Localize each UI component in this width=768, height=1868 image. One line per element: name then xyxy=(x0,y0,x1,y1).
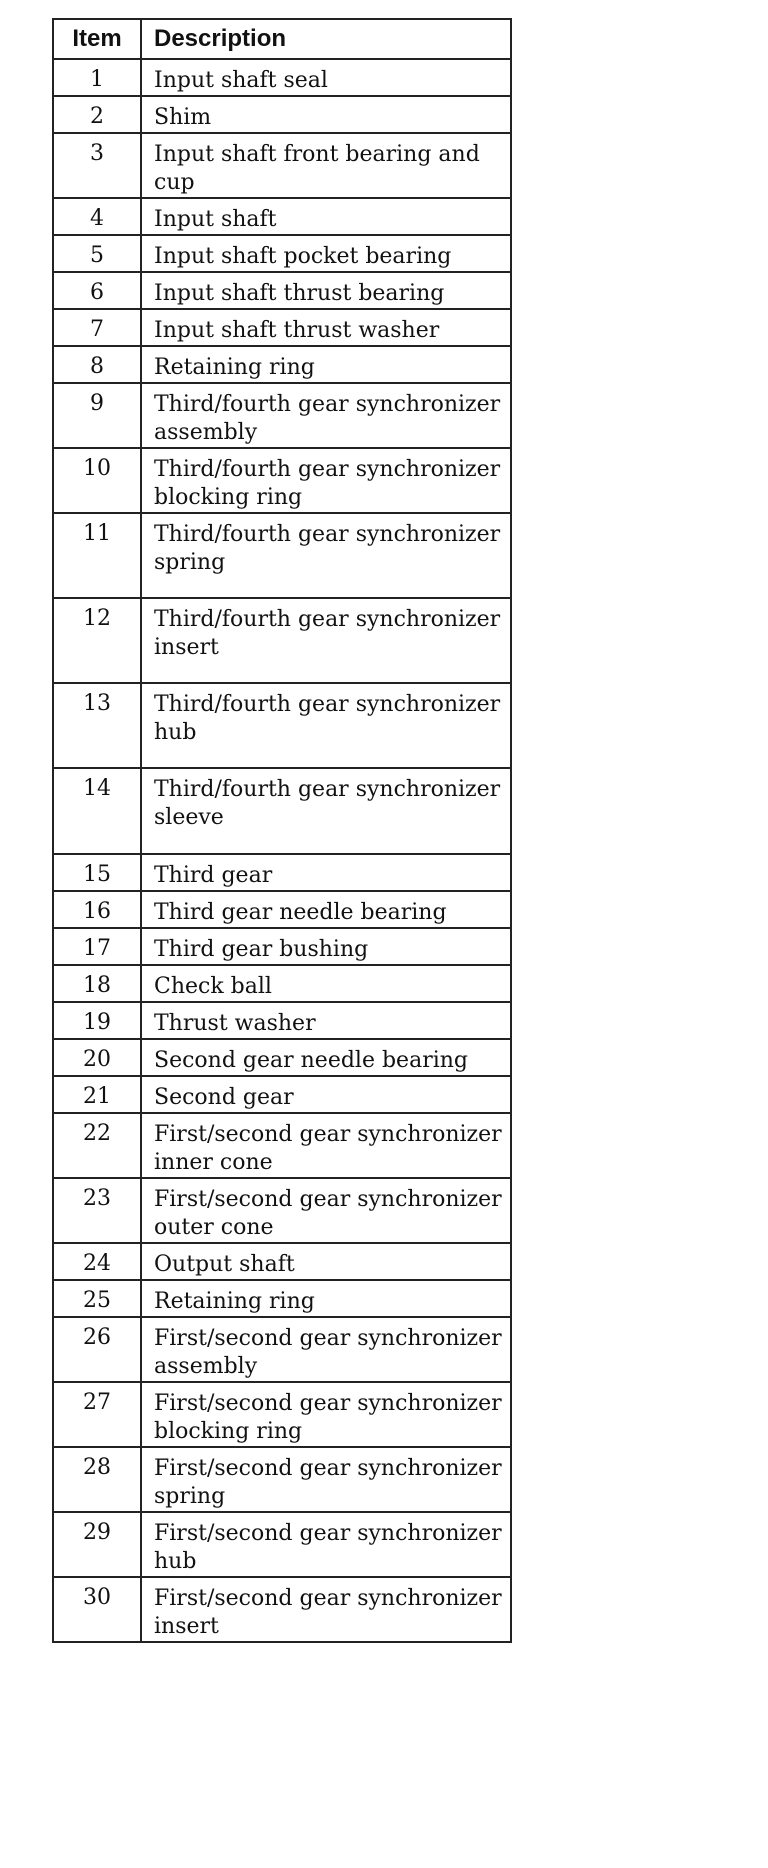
table-row xyxy=(53,1076,511,1113)
description-cell: Input shaft pocket bearing xyxy=(141,235,511,272)
item-number-cell: 25 xyxy=(53,1280,141,1317)
description-cell: First/second gear synchronizer insert xyxy=(141,1577,511,1642)
table-row xyxy=(53,1243,511,1280)
description-cell: First/second gear synchronizer inner cone xyxy=(141,1113,511,1178)
description-cell: Third/fourth gear synchronizer insert xyxy=(141,598,511,683)
table-row xyxy=(53,96,511,133)
parts-table xyxy=(52,18,512,1643)
item-number-cell: 23 xyxy=(53,1178,141,1243)
item-number-cell: 22 xyxy=(53,1113,141,1178)
table-row xyxy=(53,1002,511,1039)
item-number-cell: 10 xyxy=(53,448,141,513)
item-number-cell: 30 xyxy=(53,1577,141,1642)
item-number-cell: 5 xyxy=(53,235,141,272)
description-cell: Second gear xyxy=(141,1076,511,1113)
item-number-cell: 7 xyxy=(53,309,141,346)
table-row xyxy=(53,133,511,198)
table-row xyxy=(53,1039,511,1076)
item-number-cell: 12 xyxy=(53,598,141,683)
item-number-cell: 20 xyxy=(53,1039,141,1076)
table-row xyxy=(53,513,511,598)
description-cell: Input shaft seal xyxy=(141,59,511,96)
table-row xyxy=(53,346,511,383)
table-row xyxy=(53,383,511,448)
description-cell: First/second gear synchronizer hub xyxy=(141,1512,511,1577)
item-number-cell: 16 xyxy=(53,891,141,928)
description-cell: Third/fourth gear synchronizer sleeve xyxy=(141,768,511,854)
table-row xyxy=(53,854,511,891)
description-cell: Shim xyxy=(141,96,511,133)
table-row xyxy=(53,1113,511,1178)
item-number-cell: 24 xyxy=(53,1243,141,1280)
table-row xyxy=(53,198,511,235)
description-cell: Third/fourth gear synchronizer blocking ring xyxy=(141,448,511,513)
description-cell: Check ball xyxy=(141,965,511,1002)
description-cell: Third/fourth gear synchronizer spring xyxy=(141,513,511,598)
table-header xyxy=(53,19,511,59)
description-cell: First/second gear synchronizer blocking ring xyxy=(141,1382,511,1447)
table-row xyxy=(53,309,511,346)
table-row xyxy=(53,891,511,928)
table-row xyxy=(53,272,511,309)
table-row xyxy=(53,683,511,768)
table-row xyxy=(53,1178,511,1243)
item-number-cell: 15 xyxy=(53,854,141,891)
description-cell: Retaining ring xyxy=(141,346,511,383)
description-cell: Input shaft xyxy=(141,198,511,235)
table-body xyxy=(53,59,511,1642)
item-number-cell: 21 xyxy=(53,1076,141,1113)
item-number-cell: 27 xyxy=(53,1382,141,1447)
item-number-cell: 2 xyxy=(53,96,141,133)
table-row xyxy=(53,235,511,272)
item-number-cell: 26 xyxy=(53,1317,141,1382)
table-row xyxy=(53,598,511,683)
description-cell: First/second gear synchronizer outer cone xyxy=(141,1178,511,1243)
item-number-cell: 13 xyxy=(53,683,141,768)
description-cell: Third gear xyxy=(141,854,511,891)
description-cell: Input shaft front bearing and cup xyxy=(141,133,511,198)
item-number-cell: 18 xyxy=(53,965,141,1002)
description-cell: Retaining ring xyxy=(141,1280,511,1317)
description-cell: First/second gear synchronizer assembly xyxy=(141,1317,511,1382)
description-cell: First/second gear synchronizer spring xyxy=(141,1447,511,1512)
header-row xyxy=(53,19,511,59)
description-cell: Input shaft thrust washer xyxy=(141,309,511,346)
table-row xyxy=(53,1577,511,1642)
description-column-header: Description xyxy=(141,19,511,59)
item-number-cell: 3 xyxy=(53,133,141,198)
description-cell: Third/fourth gear synchronizer hub xyxy=(141,683,511,768)
table-row xyxy=(53,1280,511,1317)
table-row xyxy=(53,1512,511,1577)
table-row xyxy=(53,448,511,513)
item-number-cell: 19 xyxy=(53,1002,141,1039)
description-cell: Third gear needle bearing xyxy=(141,891,511,928)
item-number-cell: 17 xyxy=(53,928,141,965)
description-cell: Output shaft xyxy=(141,1243,511,1280)
item-number-cell: 4 xyxy=(53,198,141,235)
table-row xyxy=(53,768,511,854)
item-number-cell: 11 xyxy=(53,513,141,598)
description-cell: Third gear bushing xyxy=(141,928,511,965)
table-row xyxy=(53,1447,511,1512)
item-number-cell: 1 xyxy=(53,59,141,96)
description-cell: Thrust washer xyxy=(141,1002,511,1039)
description-cell: Input shaft thrust bearing xyxy=(141,272,511,309)
item-number-cell: 6 xyxy=(53,272,141,309)
description-cell: Third/fourth gear synchronizer assembly xyxy=(141,383,511,448)
item-number-cell: 14 xyxy=(53,768,141,854)
table-row xyxy=(53,928,511,965)
description-cell: Second gear needle bearing xyxy=(141,1039,511,1076)
table-row xyxy=(53,1317,511,1382)
table-row xyxy=(53,59,511,96)
item-number-cell: 8 xyxy=(53,346,141,383)
item-number-cell: 28 xyxy=(53,1447,141,1512)
table-row xyxy=(53,965,511,1002)
item-number-cell: 29 xyxy=(53,1512,141,1577)
item-column-header: Item xyxy=(53,19,141,59)
item-number-cell: 9 xyxy=(53,383,141,448)
table-row xyxy=(53,1382,511,1447)
